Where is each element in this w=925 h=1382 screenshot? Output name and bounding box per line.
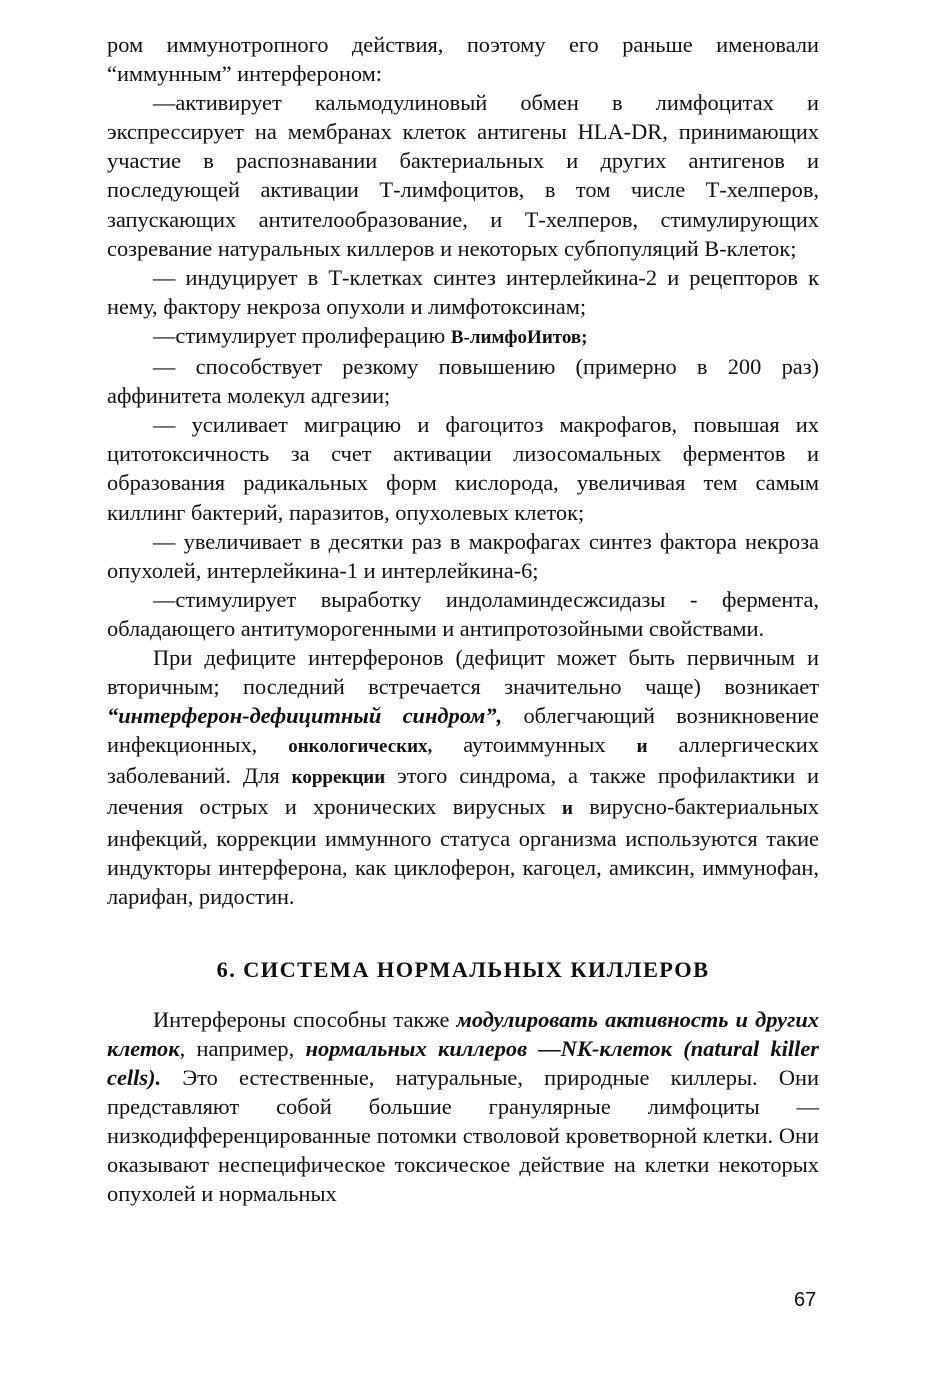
text-run: аутоиммунных xyxy=(432,732,637,758)
paragraph-nk-cells xyxy=(107,1005,819,1209)
text-run: При дефиците интерферонов (дефицит может быть первичным и вторичным; последний встречается значительно чаще) возникает xyxy=(107,644,819,700)
paragraph-intro: ром иммунотропного действия, поэтому его раньше именовали “иммунным” интерфероном: xyxy=(107,32,819,87)
list-item-text: —стимулирует пролиферацию xyxy=(153,322,451,348)
page-body xyxy=(107,30,819,1209)
list-item-interleukin: — индуцирует в Т-клетках синтез интерлейкина-2 и рецепторов к нему, фактору некроза опухоли и лимфотоксинам; xyxy=(107,264,819,319)
text-run: Это естественные, натуральные, природные киллеры. Они представляют собой большие гранулярные лимфоциты —низкодифференцированные потомки стволовой кроветворной клетки. Они оказывают неспецифическое токсическое действие на клетки некоторых опухолей и нормальных xyxy=(107,1065,819,1207)
bold-term: В-лимфоИитов; xyxy=(450,326,588,348)
text-run: Интерфероны способны также xyxy=(153,1006,457,1032)
section-heading: 6. СИСТЕМА НОРМАЛЬНЫХ КИЛЛЕРОВ xyxy=(216,956,710,982)
bold-term: онкологических, xyxy=(288,736,433,758)
text-run: этого синдрома, а также профилактики и лечения острых и хронических вирусных xyxy=(107,763,819,820)
text-run: , например, xyxy=(179,1036,306,1061)
list-item-proliferation xyxy=(107,321,819,352)
emphasis-term: модулировать активность и других клеток xyxy=(107,1006,819,1061)
page-number: 67 xyxy=(794,1289,817,1311)
bold-term: и xyxy=(636,736,648,758)
bold-term: коррекции xyxy=(291,767,386,789)
text-run: аллергических заболеваний. Для xyxy=(107,732,819,789)
list-item-indolamine: —стимулирует выработку индоламиндесжсидазы - фермента, обладающего антитуморогенными и антипротозойными свойствами. xyxy=(107,586,819,641)
bold-term: и xyxy=(561,798,573,820)
emphasis-term: нормальных киллеров —NK-клеток (natural killer cells). xyxy=(107,1036,819,1091)
list-item-calmodulin: —активирует кальмодулиновый обмен в лимфоцитах и экспрессирует на мембранах клеток антигены HLA-DR, принимающих участие в распознавании бактериальных и других антигенов и последующей активации Т-лимфоцитов, в том числе Т-хелперов, запускающих антителообразование, и Т-хелперов, стимулирующих созревание натуральных киллеров и некоторых субпопуляций В-клеток; xyxy=(107,90,819,261)
list-item-macrophages: — усиливает миграцию и фагоцитоз макрофагов, повышая их цитотоксичность за счет активации лизосомальных ферментов и образования радикальных форм кислорода, увеличивая тем самым киллинг бактерий, паразитов, опухолевых клеток; xyxy=(107,412,819,525)
paragraph-deficiency xyxy=(107,643,819,911)
emphasis-term: “интерферон-дефицитный синдром”, xyxy=(107,703,503,729)
list-item-tnf: — увеличивает в десятки раз в макрофагах синтез фактора некроза опухолей, интерлейкина-1 и интерлейкина-6; xyxy=(107,528,819,583)
text-run: вирусно-бактериальных инфекций, коррекции иммунного статуса организма используются такие индукторы интерферона, как циклоферон, кагоцел, амиксин, иммунофан, ларифан, ридостин. xyxy=(107,794,819,909)
text-run: облегчающий возникновение инфекционных, xyxy=(107,703,819,758)
list-item-adhesion: — способствует резкому повышению (примерно в 200 раз) аффинитета молекул адгезии; xyxy=(107,354,819,409)
